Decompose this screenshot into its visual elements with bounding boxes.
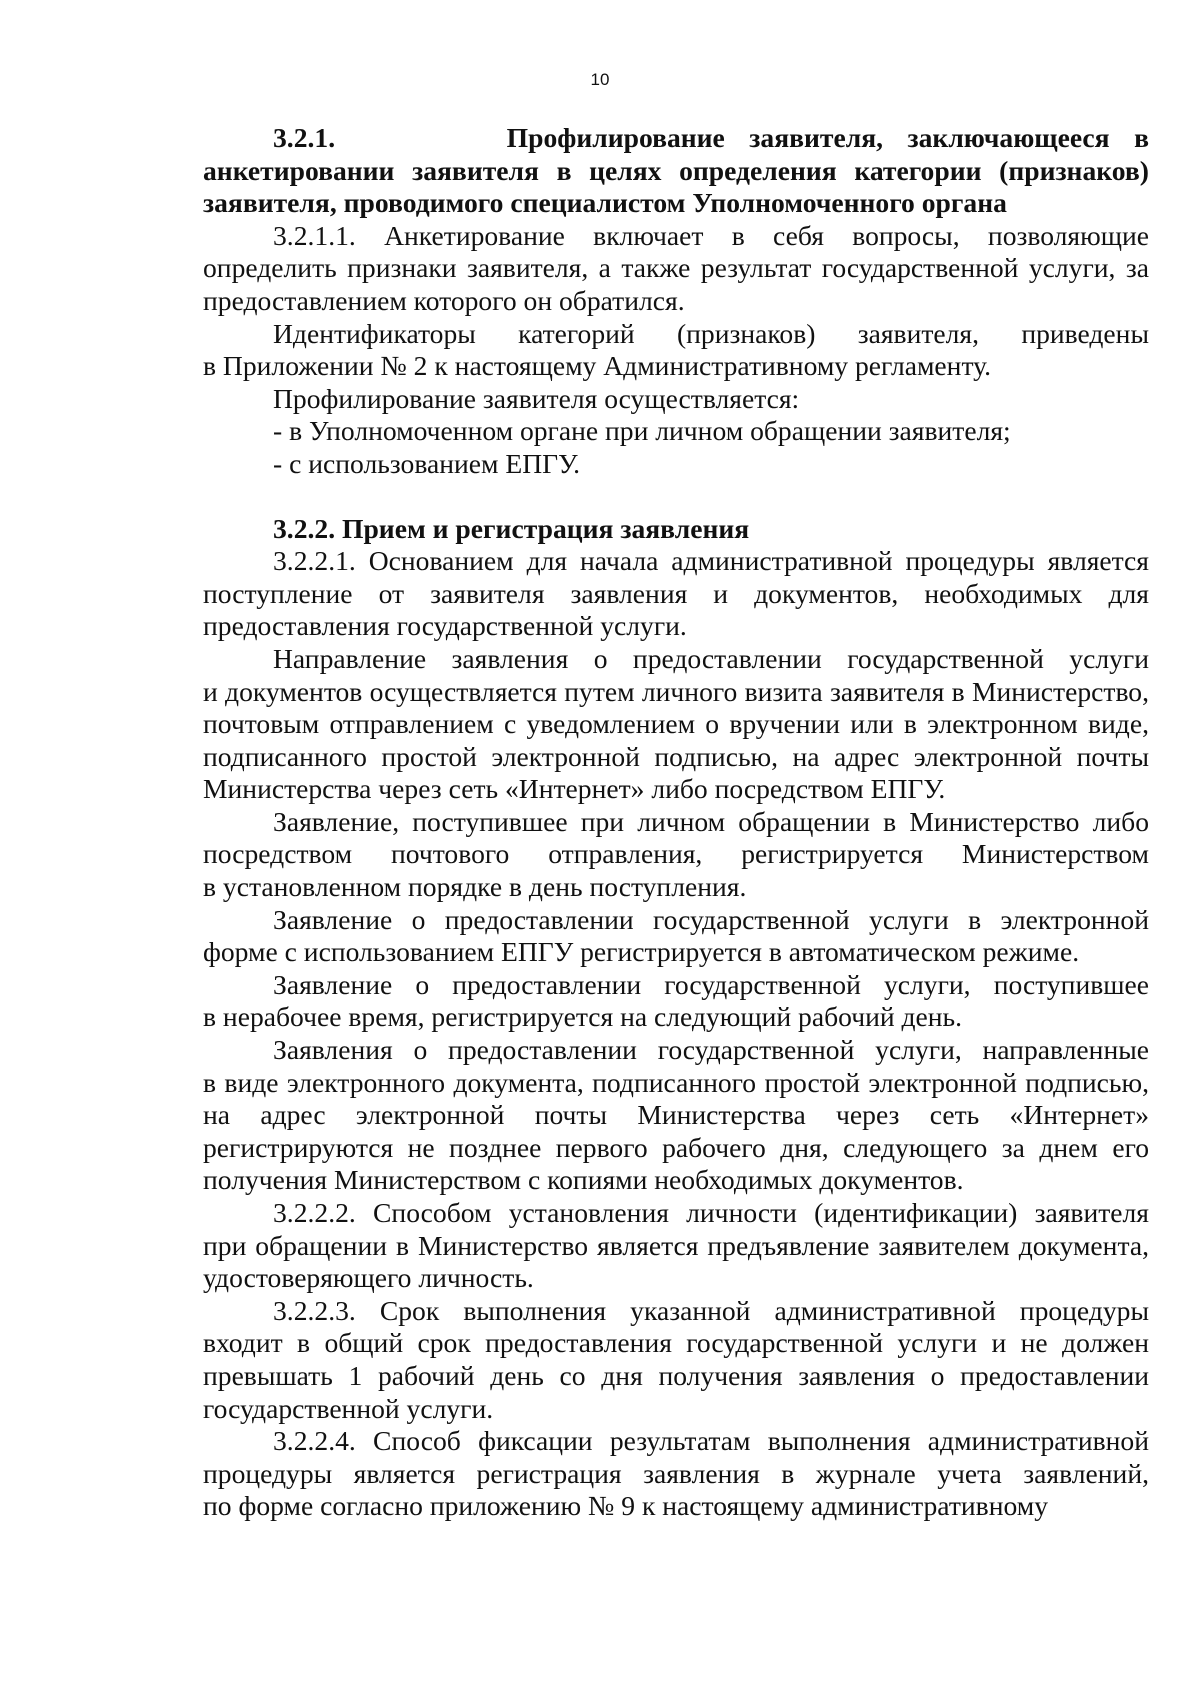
section-3-2-2-heading: 3.2.2. Прием и регистрация заявления: [273, 512, 750, 544]
paragraph-personal-registration: Заявление, поступившее при личном обращении в Министерство либо посредством почтового отправления, регистрируется Министерством в установленном порядке в день поступления.: [203, 805, 1149, 903]
section-3-2-1-heading: 3.2.1. Профилирование заявителя, заключающееся в анкетировании заявителя в целях определения категории (признаков) заявителя, проводимого специалистом Уполномоченного органа: [203, 122, 1149, 219]
page-number: 10: [590, 70, 610, 89]
list-item-authority: - в Уполномоченном органе при личном обращении заявителя;: [273, 415, 1011, 447]
paragraph-3-2-2-1: 3.2.2.1. Основанием для начала административной процедуры является поступление от заявителя заявления и документов, необходимых для предоставления государственной услуги.: [203, 545, 1149, 642]
paragraph-submission: Направление заявления о предоставлении государственной услуги и документов осуществляется путем личного визита заявителя в Министерство, почтовым отправлением с уведомлением о вручении или в электронном виде, подписанного простой электронной подписью, на адрес электронной почты Министерства через сеть «Интернет» либо посредством ЕПГУ.: [203, 642, 1149, 805]
paragraph-3-2-2-2: 3.2.2.2. Способом установления личности (идентификации) заявителя при обращении в Министерство является предъявление заявителем документа, удостоверяющего личность.: [203, 1197, 1149, 1294]
paragraph-epgu-registration: Заявление о предоставлении государственной услуги в электронной форме с использованием ЕПГУ регистрируется в автоматическом режиме.: [203, 903, 1149, 968]
paragraph-profiling-intro: Профилирование заявителя осуществляется:: [273, 382, 800, 414]
paragraph-identifiers: Идентификаторы категорий (признаков) заявителя, приведены в Приложении № 2 к настоящему Административному регламенту.: [203, 317, 1149, 382]
paragraph-3-2-2-3: 3.2.2.3. Срок выполнения указанной административной процедуры входит в общий срок предоставления государственной услуги и не должен превышать 1 рабочий день со дня получения заявления о предоставлении государственной услуги.: [203, 1294, 1149, 1424]
paragraph-3-2-1-1: 3.2.1.1. Анкетирование включает в себя вопросы, позволяющие определить признаки заявителя, а также результат государственной услуги, за предоставлением которого он обратился.: [203, 219, 1149, 316]
paragraph-email-registration: Заявления о предоставлении государственной услуги, направленные в виде электронного документа, подписанного простой электронной подписью, на адрес электронной почты Министерства через сеть «Интернет» регистрируются не позднее первого рабочего дня, следующего за днем его получения Министерством с копиями необходимых документов.: [203, 1034, 1149, 1196]
section-spacer: [203, 481, 1149, 513]
paragraph-non-working-time: Заявление о предоставлении государственной услуги, поступившее в нерабочее время, регистрируется на следующий рабочий день.: [203, 968, 1149, 1033]
paragraph-3-2-2-4: 3.2.2.4. Способ фиксации результатам выполнения административной процедуры является регистрация заявления в журнале учета заявлений, по форме согласно приложению № 9 к настоящему административному: [203, 1425, 1149, 1522]
document-body: [203, 122, 1149, 1523]
list-item-epgu: - с использованием ЕПГУ.: [273, 447, 581, 479]
